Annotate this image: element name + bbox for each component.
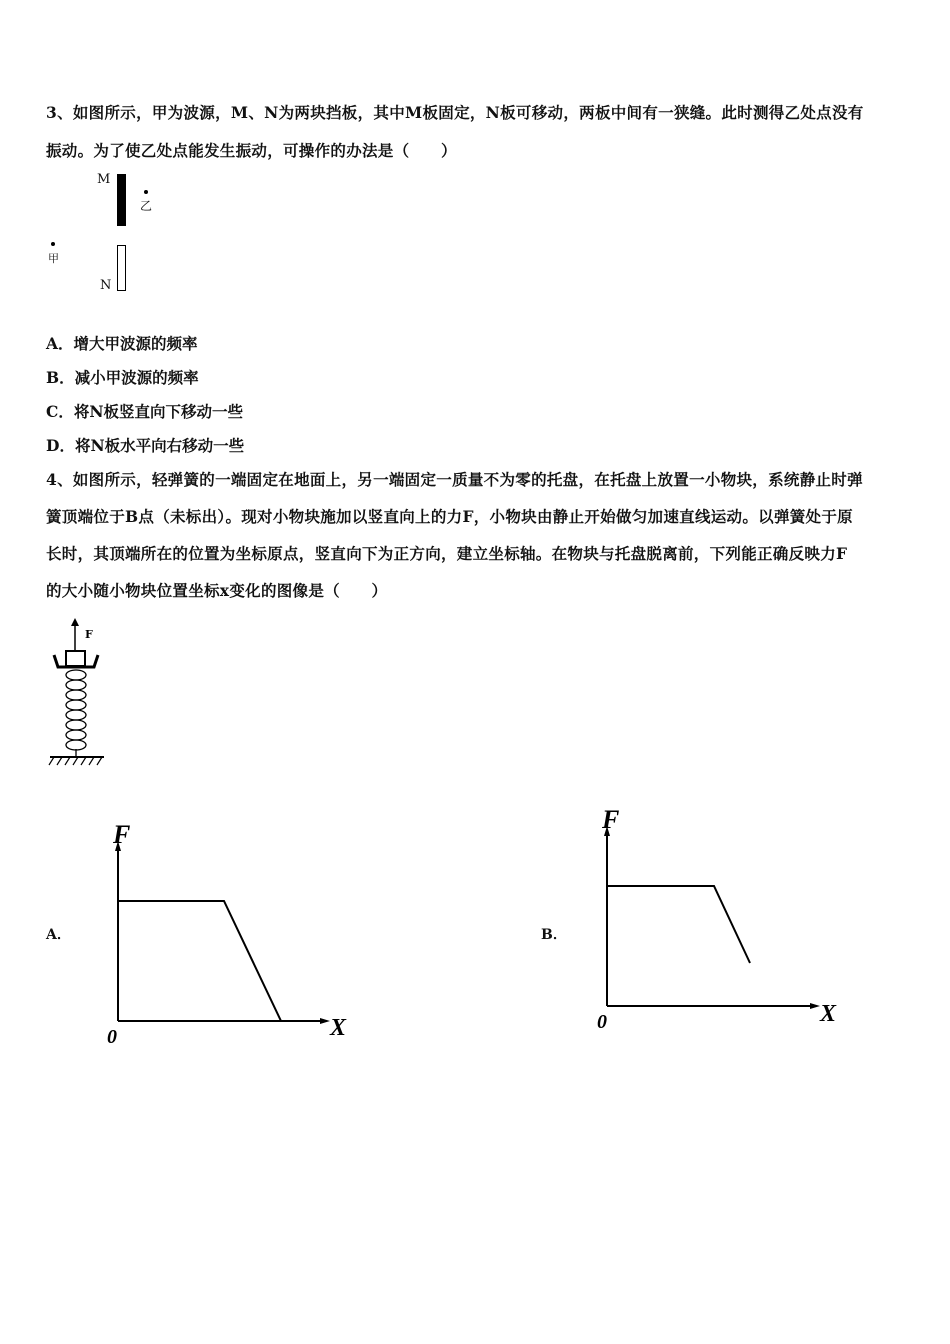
q3-option-d: D．将N板水平向右移动一些 [46,436,245,455]
q4-option-a-label: A． [46,927,71,943]
barrier-n [117,245,126,291]
source-jia-dot [51,242,55,246]
graph-b-x-arrow [810,1003,820,1009]
q3-option-b: B．减小甲波源的频率 [46,368,199,387]
graph-a-curve [118,901,281,1021]
graph-b-y-label: F [602,805,620,834]
force-arrow-head [71,618,79,626]
q4-stem-line-1: 4、如图所示，轻弹簧的一端固定在地面上，另一端固定一质量不为零的托盘，在托盘上放置一小物块，系统静止时弹 [46,470,863,489]
q4-stem-line-2: 簧顶端位于B点（未标出）。现对小物块施加以竖直向上的力F，小物块由静止开始做匀加速直线运动。以弹簧处于原 [46,507,853,526]
q3-figure [40,168,170,298]
graph-a-origin: 0 [107,1026,117,1048]
ground-hatch [49,757,102,765]
q3-option-a: A．增大甲波源的频率 [46,334,198,353]
q3-stem-line-2: 振动。为了使乙处点能发生振动，可操作的办法是（ ） [46,141,457,160]
label-jia: 甲 [48,252,59,265]
graph-b [590,800,850,1040]
barrier-m [117,174,126,226]
spring-coils [66,670,86,750]
graph-b-origin: 0 [597,1011,607,1033]
graph-a-y-label: F [113,820,131,849]
label-m: M [97,172,111,187]
graph-a-x-arrow [320,1018,330,1024]
graph-b-curve [607,886,750,963]
block [66,651,85,666]
spring-tray-figure [44,615,110,775]
q4-stem-line-4: 的大小随小物块位置坐标x变化的图像是（ ） [46,581,388,600]
q3-stem-line-1: 3、如图所示，甲为波源，M、N为两块挡板，其中M板固定，N板可移动，两板中间有一狭缝。此时测得乙处点没有 [46,103,864,122]
point-yi-dot [144,190,148,194]
force-label: F [85,628,93,641]
label-n: N [100,278,112,293]
q4-stem-line-3: 长时，其顶端所在的位置为坐标原点，竖直向下为正方向，建立坐标轴。在物块与托盘脱离前，下列能正确反映力F [46,544,848,563]
graph-a [100,815,360,1050]
graph-a-x-label: X [330,1015,347,1041]
label-yi: 乙 [140,199,153,213]
q3-option-c: C．将N板竖直向下移动一些 [46,402,244,421]
q4-option-b-label: B． [541,927,567,943]
graph-b-x-label: X [820,1001,837,1027]
